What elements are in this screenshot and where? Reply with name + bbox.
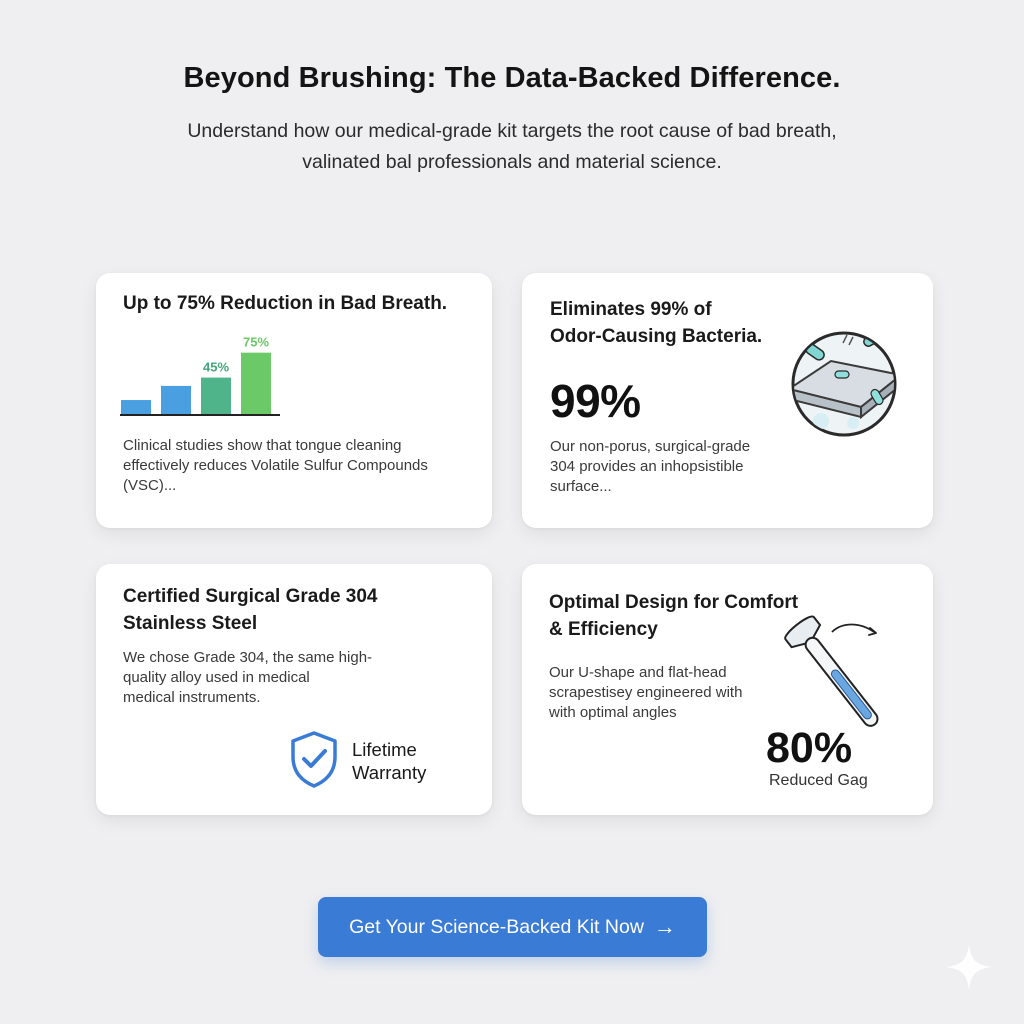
body-line-2: quality alloy used in medical	[123, 669, 310, 686]
card-title	[550, 296, 762, 350]
card-title	[549, 589, 798, 643]
chart-data-label: 75%	[242, 334, 270, 350]
body-line-3: (VSC)...	[123, 477, 177, 494]
reduced-gag-label: Reduced Gag	[769, 772, 868, 789]
subtitle-line-2: valinated bal professionals and material science.	[302, 151, 722, 173]
body-line-2: effectively reduces Volatile Sulfur Compounds	[123, 457, 428, 474]
bacteria-stat: 99%	[550, 375, 641, 427]
get-kit-button-label: Get Your Science-Backed Kit Now	[349, 915, 644, 938]
title-line-2: Stainless Steel	[123, 613, 258, 634]
chart-bar	[241, 353, 271, 415]
arrow-right-icon: →	[653, 914, 676, 939]
card-bad-breath-reduction	[96, 273, 492, 528]
body-line-2: 304 provides an inhopsistible	[550, 458, 744, 475]
chart-data-label: 45%	[202, 359, 230, 375]
badge-line-1: Lifetime	[352, 739, 417, 760]
card-bacteria-elimination	[522, 273, 933, 528]
chart-bar	[201, 378, 231, 415]
subtitle-line-1: Understand how our medical-grade kit targets the root cause of bad breath,	[187, 120, 837, 142]
bar-chart-icon	[120, 331, 280, 417]
title-line-1: Certified Surgical Grade 304	[123, 586, 378, 607]
get-kit-button[interactable]	[318, 897, 707, 957]
card-body	[549, 663, 742, 723]
card-body	[123, 436, 428, 496]
body-line-3: medical instruments.	[123, 689, 261, 706]
card-optimal-design	[522, 564, 933, 815]
shield-check-icon	[289, 730, 339, 788]
card-surgical-steel	[96, 564, 492, 815]
card-title	[123, 583, 378, 637]
body-line-3: with optimal angles	[549, 704, 677, 721]
sparkle-icon	[944, 942, 994, 992]
title-line-1: Optimal Design for Comfort	[549, 592, 799, 613]
chart-bar	[161, 386, 191, 415]
card-title: Up to 75% Reduction in Bad Breath.	[123, 293, 448, 314]
body-line-1: Our U-shape and flat-head	[549, 664, 727, 681]
bacteria-magnified-icon	[791, 331, 897, 437]
body-line-1: We chose Grade 304, the same high-	[123, 649, 373, 666]
title-line-2: & Efficiency	[549, 619, 658, 640]
title-line-2: Odor-Causing Bacteria.	[550, 326, 763, 347]
badge-line-2: Warranty	[352, 762, 427, 783]
card-body	[123, 648, 372, 708]
body-line-3: surface...	[550, 478, 612, 495]
reduced-gag-stat: 80%	[766, 724, 853, 772]
chart-bar	[121, 400, 151, 415]
body-line-1: Our non-porus, surgical-grade	[550, 438, 751, 455]
body-line-2: scrapestisey engineered with	[549, 684, 743, 701]
page-subtitle	[112, 116, 912, 178]
card-body	[550, 437, 750, 497]
page-title: Beyond Brushing: The Data-Backed Difference.	[183, 62, 841, 94]
title-line-1: Eliminates 99% of	[550, 299, 712, 320]
body-line-1: Clinical studies show that tongue cleaning	[123, 437, 402, 454]
lifetime-warranty-badge	[352, 738, 426, 784]
